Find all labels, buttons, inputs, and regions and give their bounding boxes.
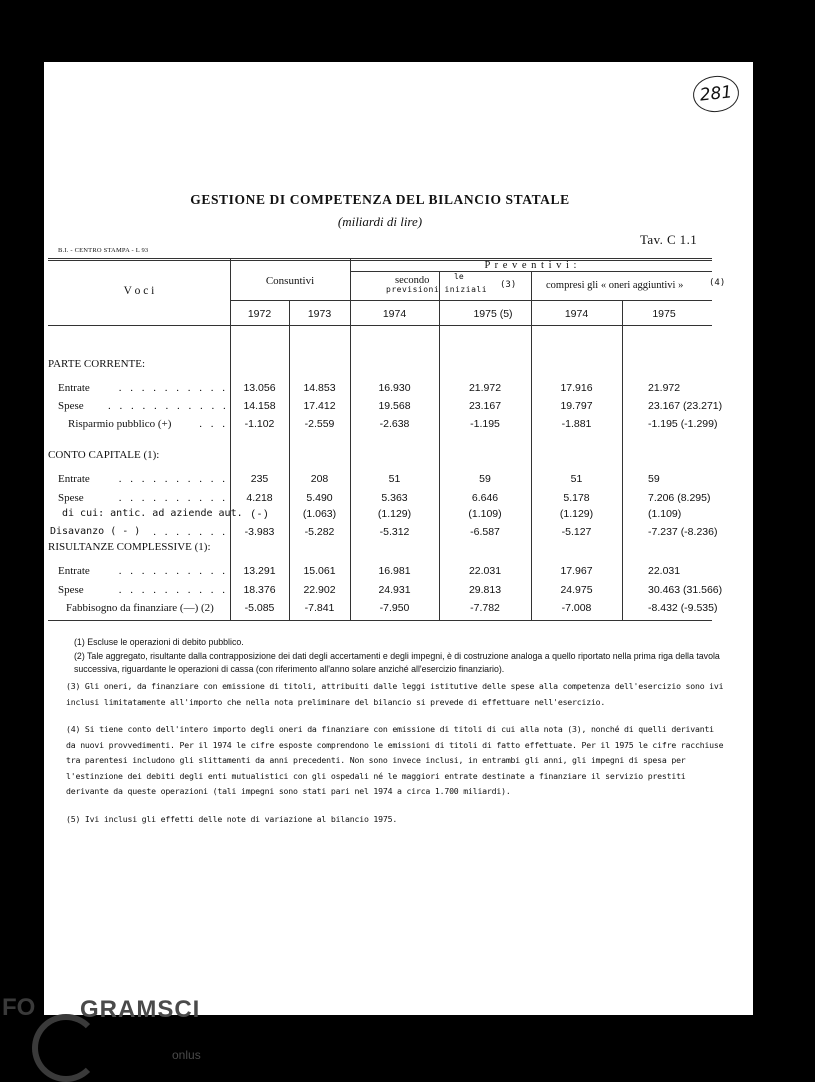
row-value-cell: 15.061: [303, 565, 336, 577]
footnote-1: (1) Escluse le operazioni di debito pubblico.: [74, 637, 244, 647]
row-value-cell: -3.983: [244, 526, 275, 538]
row-value-cell: -1.195 (-1.299): [648, 418, 718, 430]
page-title: GESTIONE DI COMPETENZA DEL BILANCIO STATALE: [190, 192, 570, 207]
logo-onlus-text: onlus: [172, 1048, 201, 1062]
col-header-le: le: [454, 272, 464, 281]
row-value-cell: 5.490: [306, 492, 333, 504]
row-value-cell: 24.931: [378, 584, 411, 596]
row-value-cell: -7.237 (-8.236): [648, 526, 718, 538]
col-header-secondo: secondo: [395, 275, 430, 286]
row-value-cell: 22.031: [648, 565, 681, 577]
row-value-cell: (1.129): [377, 508, 412, 520]
row-value-cell: 51: [388, 473, 401, 485]
col-header-consuntivi: Consuntivi: [265, 275, 315, 287]
col-header-compresi: compresi gli « oneri aggiuntivi »: [546, 280, 684, 291]
row-value-cell: 17.967: [560, 565, 593, 577]
row-value-cell: 59: [479, 473, 491, 485]
col-header-previsioni: previsioni iniziali: [386, 285, 488, 294]
row-value-cell: 22.902: [303, 584, 336, 596]
row-value-cell: (1.063): [302, 508, 337, 520]
row-value-cell: 235: [250, 473, 269, 485]
row-value-cell: -2.638: [379, 418, 410, 430]
row-value-cell: -5.085: [244, 602, 275, 614]
footnote-3: (3) Gli oneri, da finanziare con emissione di titoli, attribuiti dalle leggi istitutive delle spese alla competenza dell'esercizio sono ivi inclusi limitatamente all'importo che nella nota preliminare del bilancio si prevede di effettuare nell'esercizio.: [66, 681, 724, 707]
row-value-cell: -7.950: [379, 602, 410, 614]
row-value-cell: 19.797: [560, 400, 593, 412]
row-label: Risparmio pubblico (+): [68, 418, 172, 430]
printer-mark: B.I. - CENTRO STAMPA - L 93: [58, 247, 149, 254]
row-value-cell: 21.972: [648, 382, 681, 394]
section-conto-capitale: CONTO CAPITALE (1):: [48, 449, 160, 461]
row-value-cell: -1.102: [244, 418, 275, 430]
row-value-cell: 51: [570, 473, 583, 485]
row-leader-dots: . . . . . . . . . .: [118, 473, 228, 485]
row-value-cell: 30.463 (31.566): [648, 584, 723, 596]
row-value-cell: 17.916: [560, 382, 593, 394]
row-value-cell: 59: [648, 473, 660, 485]
row-value-cell: (1.129): [559, 508, 594, 520]
row-value-cell: -5.312: [379, 526, 410, 538]
row-value-cell: 24.975: [560, 584, 593, 596]
row-leader-dots: . . .: [199, 418, 228, 430]
row-leader-dots: . . . . . . .: [153, 526, 228, 538]
footnotes: [66, 636, 726, 827]
table-id: Tav. C 1.1: [640, 232, 698, 247]
row-value-cell: -5.282: [304, 526, 335, 538]
row-leader-dots: . . . . . . . . . .: [118, 584, 228, 596]
row-value-cell: -7.782: [470, 602, 500, 614]
row-value-cell: 6.646: [471, 492, 499, 504]
section-parte-corrente: PARTE CORRENTE:: [48, 358, 146, 370]
row-leader-dots: . . . . . . . . . . .: [108, 400, 229, 412]
row-label: di cui: antic. ad aziende aut.: [62, 508, 243, 519]
row-value-cell: 13.291: [243, 565, 276, 577]
row-value-cell: 23.167: [468, 400, 502, 412]
row-value-cell: 18.376: [243, 584, 276, 596]
row-label: Spese: [58, 492, 84, 504]
fondazione-gramsci-logo: [0, 988, 240, 1080]
row-value-cell: 208: [310, 473, 329, 485]
row-value-cell: 14.853: [303, 382, 336, 394]
years-rule: [230, 300, 712, 301]
row-label: Spese: [58, 584, 84, 596]
row-label: Entrate: [58, 382, 90, 394]
row-value-cell: 17.412: [303, 400, 336, 412]
row-value-cell: 7.206 (8.295): [648, 492, 711, 504]
row-value-cell: (1.109): [468, 508, 502, 520]
row-value-cell: -7.841: [304, 602, 335, 614]
row-label: Entrate: [58, 565, 90, 577]
table-top-rule: [48, 258, 712, 259]
page-number-stamp: 281: [691, 74, 741, 115]
year-1973: 1973: [307, 308, 332, 320]
row-value-cell: 23.167 (23.271): [648, 400, 723, 412]
year-1974-b: 1974: [564, 308, 589, 320]
table-bottom-rule: [48, 620, 712, 621]
year-1972: 1972: [247, 308, 272, 320]
row-value-cell: 21.972: [468, 382, 502, 394]
footnote-2: (2) Tale aggregato, risultante dalla contrapposizione dei dati degli accertamenti e degli impegni, è di costruzione analoga a quello riportato nella prima riga della tavola successiva, riguardante le operazioni di cassa (con riferimento all'anno solare anziché all'esercizio finanziario).: [74, 651, 720, 674]
row-label: Spese: [58, 400, 84, 412]
row-value-cell: 13.056: [243, 382, 276, 394]
row-value-cell: (1.109): [648, 508, 682, 520]
row-value-cell: 5.363: [381, 492, 408, 504]
row-value-cell: 16.930: [378, 382, 411, 394]
row-label: Disavanzo ( - ): [50, 526, 141, 537]
row-value-cell: -1.195: [470, 418, 500, 430]
row-value-cell: 14.158: [243, 400, 276, 412]
footnote-5: (5) Ivi inclusi gli effetti delle note di variazione al bilancio 1975.: [66, 813, 398, 824]
row-leader-dots: . . . . . . . . . .: [118, 492, 228, 504]
footnote-4: (4) Si tiene conto dell'intero importo degli oneri da finanziare con emissione di titoli di cui alla nota (3), nonché di quelli derivanti da nuovi provvedimenti. Per il 1974 le cifre esposte comprendono le emissioni di titoli di fatto effettuate. Per il 1975 le cifre racchiuse tra parentesi includono gli slittamenti da anni precedenti. Non sono invece inclusi, in entrambi gli anni, gli impegni di spesa per l'estinzione dei debiti degli enti mutualistici con gli ospedali né le maggiori entrate destinate a finanziare il servizio prestiti derivante da queste operazioni (tali impegni sono stati pari nel 1974 a circa 1.700 miliardi).: [66, 724, 724, 796]
row-value-cell: -6.587: [470, 526, 500, 538]
row-value-cell: -5.127: [561, 526, 592, 538]
row-value-cell: -8.432 (-9.535): [648, 602, 718, 614]
section-risultanze: RISULTANZE COMPLESSIVE (1):: [48, 541, 211, 553]
row-label: Fabbisogno da finanziare (—) (2): [66, 602, 214, 614]
row-value-cell: -2.559: [304, 418, 335, 430]
col-divider-compresi: [622, 300, 623, 620]
page-subtitle: (miliardi di lire): [337, 214, 423, 229]
year-1975-a: 1975 (5): [473, 308, 513, 320]
row-value-cell: 16.981: [378, 565, 411, 577]
col-header-secondo-note: (3): [500, 280, 517, 290]
row-value-cell: 29.813: [468, 584, 502, 596]
header-bottom-rule: [48, 325, 712, 326]
row-value-cell: -7.008: [561, 602, 592, 614]
row-value-cell: 22.031: [468, 565, 502, 577]
col-header-preventivi: P r e v e n t i v i :: [484, 260, 578, 271]
logo-ring-icon: [32, 1014, 100, 1082]
row-value-cell: 4.218: [246, 492, 273, 504]
col-header-compresi-note: (4): [709, 278, 726, 288]
row-value-cell: -1.881: [561, 418, 592, 430]
row-value-cell: 19.568: [378, 400, 411, 412]
row-leader-dots: . . . . . . . . . .: [118, 382, 228, 394]
col-header-voci: V o c i: [123, 285, 155, 297]
logo-fo-text: FO: [2, 994, 36, 1021]
row-value-cell: 5.178: [563, 492, 590, 504]
row-label: Entrate: [58, 473, 90, 485]
logo-name-text: GRAMSCI: [80, 996, 201, 1023]
row-value-cell: ( - ): [251, 508, 268, 520]
year-1975-b: 1975: [652, 308, 676, 320]
row-leader-dots: . . . . . . . . . .: [118, 565, 228, 577]
year-1974-a: 1974: [382, 308, 407, 320]
